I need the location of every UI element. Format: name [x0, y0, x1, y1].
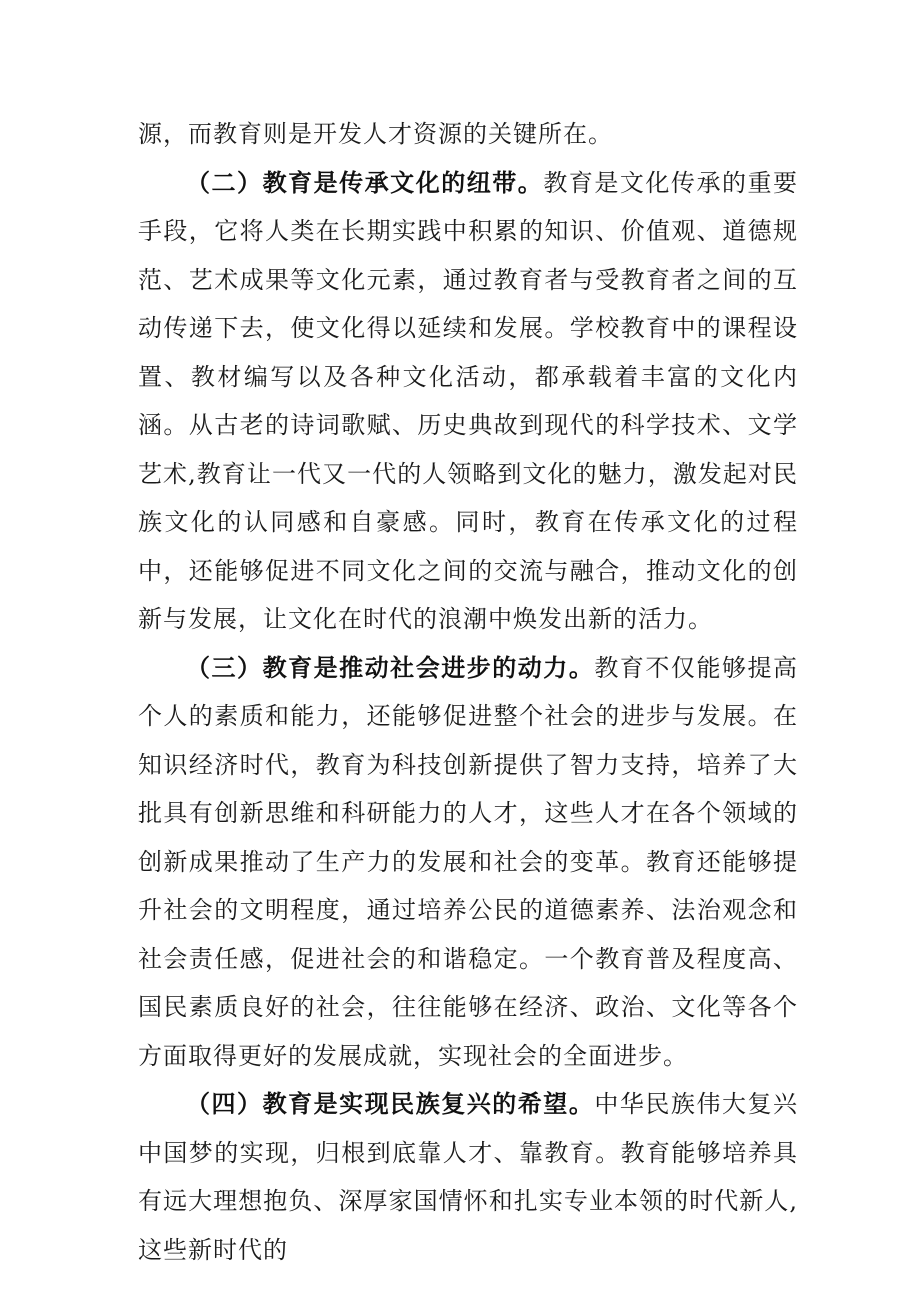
paragraph-text: 中华民族伟大复兴中国梦的实现，归根到底靠人才、靠教育。教育能够培养具有远大理想抱负、深厚家国情怀和扎实专业本领的时代新人,这些新时代的 [138, 1090, 799, 1264]
paragraph-continuation [138, 110, 798, 159]
paragraph-culture [138, 159, 798, 644]
paragraph-social-progress [138, 644, 798, 1081]
paragraph-heading: （二）教育是传承文化的纽带。 [186, 167, 544, 197]
paragraph-national-rejuvenation [138, 1080, 798, 1274]
paragraph-text: 教育是文化传承的重要手段，它将人类在长期实践中积累的知识、价值观、道德规范、艺术成果等文化元素，通过教育者与受教育者之间的互动传递下去，使文化得以延续和发展。学校教育中的课程设置、教材编写以及各种文化活动，都承载着丰富的文化内涵。从古老的诗词歌赋、历史典故到现代的科学技术、文学艺术,教育让一代又一代的人领略到文化的魅力，激发起对民族文化的认同感和自豪感。同时，教育在传承文化的过程中，还能够促进不同文化之间的交流与融合，推动文化的创新与发展，让文化在时代的浪潮中焕发出新的活力。 [138, 168, 799, 633]
paragraph-heading: （三）教育是推动社会进步的动力。 [186, 652, 595, 682]
paragraph-heading: （四）教育是实现民族复兴的希望。 [186, 1089, 595, 1118]
document-body [138, 110, 798, 1274]
paragraph-text: 教育不仅能够提高个人的素质和能力，还能够促进整个社会的进步与发展。在知识经济时代，教育为科技创新提供了智力支持，培养了大批具有创新思维和科研能力的人才，这些人才在各个领域的创新成果推动了生产力的发展和社会的变革。教育还能够提升社会的文明程度，通过培养公民的道德素养、法治观念和社会责任感，促进社会的和谐稳定。一个教育普及程度高、国民素质良好的社会，往往能够在经济、政治、文化等各个方面取得更好的发展成就，实现社会的全面进步。 [138, 653, 799, 1070]
paragraph-text: 源，而教育则是开发人才资源的关键所在。 [138, 120, 613, 148]
